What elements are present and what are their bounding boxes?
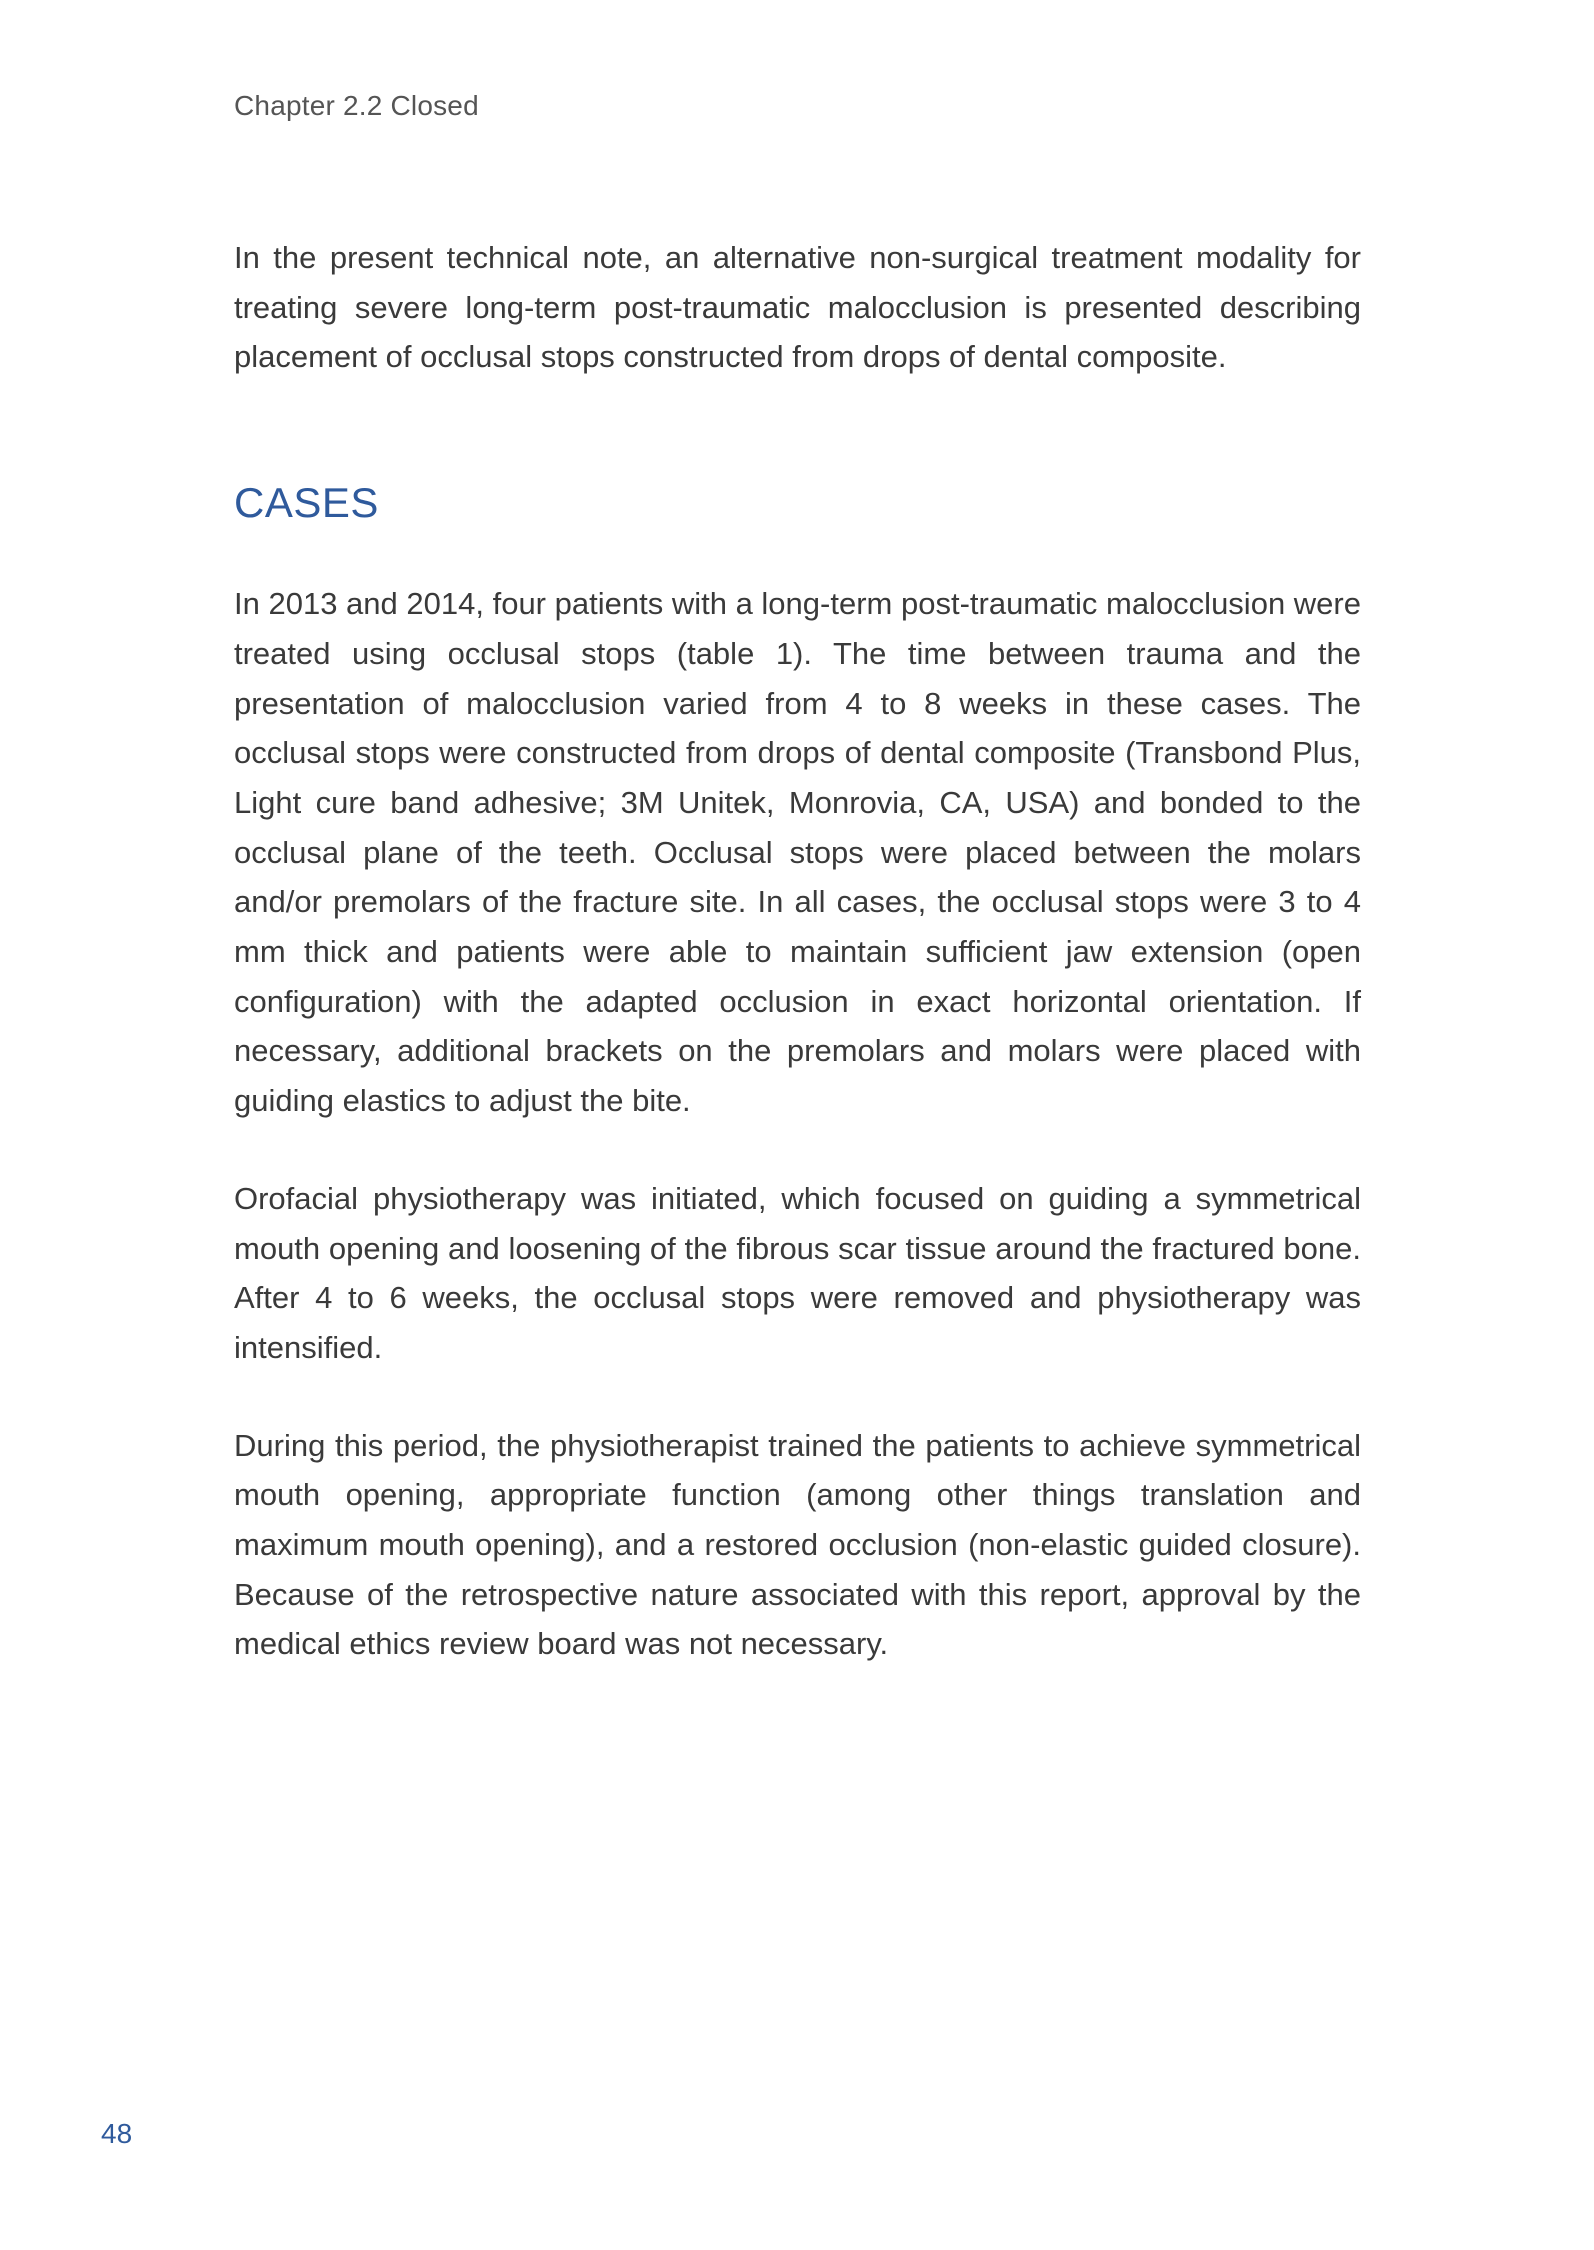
page-content [234, 233, 1361, 1669]
running-header: Chapter 2.2 Closed [234, 90, 479, 121]
section-heading-cases: CASES [234, 479, 379, 527]
intro-paragraph: In the present technical note, an alternative non-surgical treatment modality for treating severe long-term post-traumatic malocclusion is presented describing placement of occlusal stops constructed from drops of dental composite. [234, 240, 1361, 375]
cases-paragraph-3: During this period, the physiotherapist trained the patients to achieve symmetrical mouth opening, appropriate function (among other things translation and maximum mouth opening), and a restored occlusion (non-elastic guided closure). Because of the retrospective nature associated with this report, approval by the medical ethics review board was not necessary. [234, 1427, 1361, 1662]
page-number: 48 [101, 2118, 133, 2149]
cases-paragraph-1: In 2013 and 2014, four patients with a long-term post-traumatic malocclusion were treated using occlusal stops (table 1). The time between trauma and the presentation of malocclusion varied from 4 to 8 weeks in these cases. The occlusal stops were constructed from drops of dental composite (Transbond Plus, Light cure band adhesive; 3M Unitek, Monrovia, CA, USA) and bonded to the occlusal plane of the teeth. Occlusal stops were placed between the molars and/or premolars of the fracture site. In all cases, the occlusal stops were 3 to 4 mm thick and patients were able to maintain sufficient jaw extension (open configuration) with the adapted occlusion in exact horizontal orientation. If necessary, additional brackets on the premolars and molars were placed with guiding elastics to adjust the bite. [234, 586, 1361, 1119]
cases-paragraph-2: Orofacial physiotherapy was initiated, which focused on guiding a symmetrical mouth opening and loosening of the fibrous scar tissue around the fractured bone. After 4 to 6 weeks, the occlusal stops were removed and physiotherapy was intensified. [234, 1180, 1361, 1365]
